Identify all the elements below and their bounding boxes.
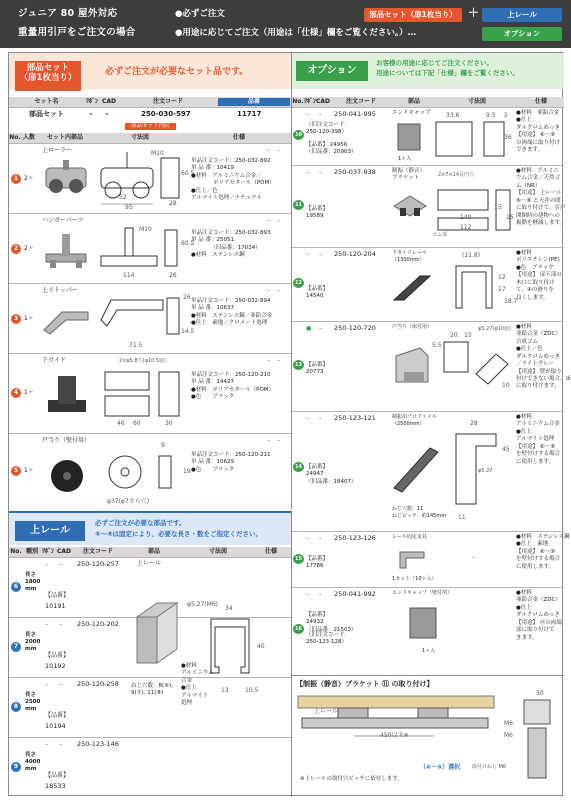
hinban-label: 【品番】 (45, 772, 70, 779)
item-length: 長さ 2500 mm (25, 692, 41, 712)
col-spec: 仕様 (264, 548, 277, 556)
bracket-image (390, 186, 430, 226)
item-hinban: 【品番】 24947 （旧品番：18407） (306, 464, 357, 485)
mark-cad: – (59, 741, 62, 748)
dim-holes: 2×φ5.8穴(φ10.5皿) (119, 358, 166, 364)
dim-26: 26 (169, 272, 177, 279)
dim-28: 28 (169, 200, 177, 207)
col-set-name: セット名 (34, 98, 59, 106)
dim-m10: M10 (139, 226, 152, 233)
item-name: ハンガーパーツ (42, 217, 84, 224)
item-hinban: 18533 (45, 782, 66, 790)
rail-image (133, 597, 181, 667)
mark-ribbon: – (306, 591, 309, 598)
dims-none: – (472, 554, 475, 561)
bracket-side-drawing (518, 698, 558, 788)
option-note: お客様の用途に応じてご注文ください。 用途については下記「仕様」欄をご覧ください。 (376, 59, 519, 77)
door-stop-image (47, 456, 87, 496)
item-hinban: 【品番】 19589 (306, 206, 329, 220)
item-number: 15 (293, 554, 304, 564)
mark-ribbon: – (267, 287, 270, 294)
mark-ribbon: ● (306, 325, 312, 332)
dim-phi37: φ37(φ7さら穴) (107, 498, 150, 505)
item-spec: ●材料 アルミニウム合金 ●仕上 アルマイト処理 【用途】 ⑥～⑨ を壁付けする場合 に使用します。 (516, 414, 561, 465)
item-name: 上ストッパー (42, 287, 78, 294)
option-item-11 (292, 165, 564, 247)
item-number: 11 (293, 200, 304, 210)
col-spec: 仕様 (232, 134, 245, 142)
dim-71-5: 71.5 (129, 342, 143, 349)
set-item-2 (9, 213, 291, 283)
dim-17: 17 (498, 286, 506, 293)
item-spec: ●材料 ステンレス鋼 ●仕上 素地 【用途】 ⑥～⑨ を壁付けする場合 に使用します。 (516, 534, 570, 570)
col-ribbon: ﾘﾎﾞﾝ (304, 98, 317, 106)
item-part-name: 制振用プロファイル （2500mm） (392, 414, 437, 427)
mark-ribbon: – (267, 217, 270, 224)
mark-cad: – (277, 147, 280, 154)
rail-note-1: 必ずご注文が必要な部品です。 (95, 519, 186, 527)
mark-ribbon: – (45, 681, 48, 688)
door-stop-drawing (105, 448, 185, 496)
item-number: 5 (11, 466, 21, 476)
mark-ribbon: – (267, 147, 270, 154)
mark-cad: – (277, 287, 280, 294)
dim-19: 19 (183, 468, 191, 475)
item-part-name: エンドキャップ（壁付用） (392, 590, 453, 596)
rail-tag: 上レール (15, 521, 85, 541)
dim-34: 34 (225, 605, 233, 612)
mark-cad: – (319, 325, 322, 332)
item-pack: 1セット（10ヶ入） (392, 576, 437, 582)
item-hinban: 【品番】 20773 (306, 362, 329, 376)
col-code: 注文コード (152, 98, 183, 106)
mark-ribbon: – (306, 415, 309, 422)
dim-slot: 2×7×14長円穴 (438, 172, 475, 178)
col-hinban: 品番 (218, 98, 290, 106)
item-code: 250-123-146 (77, 740, 119, 748)
set-name: 部品セット (29, 110, 64, 118)
dim-140: 140 (460, 214, 472, 221)
item-part-name: 制振（静音） ブラケット (392, 168, 426, 182)
col-ribbon: ﾘﾎﾞﾝ (85, 98, 98, 106)
col-no: No. (292, 98, 304, 106)
floor-stop-image (390, 342, 434, 392)
item-number: 12 (293, 278, 304, 288)
dim-m10: M10 (151, 150, 164, 157)
dim-11: 11 (458, 514, 466, 521)
col-dims: 寸法図 (208, 548, 227, 556)
item-code: 250-120-204 (334, 250, 376, 258)
option-button[interactable]: オプション (482, 27, 562, 41)
dim-15a: 15 (494, 204, 502, 211)
item-pack: 1ヶ入 (398, 156, 412, 162)
hanger-image (42, 230, 92, 270)
header-title-2: 重量用引戸をご注文の場合 (18, 27, 136, 38)
item-number: 16 (293, 624, 304, 634)
option-item-13 (292, 321, 571, 411)
option-item-15 (292, 531, 570, 587)
guide-drawing (97, 364, 189, 428)
dim-20: 20 (450, 332, 458, 339)
item-code: 250-041-995 (334, 110, 376, 118)
dim-15: 15 (464, 332, 472, 339)
mark-ribbon: – (45, 741, 48, 748)
col-kind: 種別 (25, 548, 38, 556)
parts-set-button[interactable]: 部品セット（扉1枚当り） (364, 8, 462, 22)
stopper-image (42, 300, 92, 340)
option-section (292, 53, 571, 675)
mark-cad: – (319, 251, 322, 258)
item-qty: 1ヶ (24, 467, 34, 474)
bracket-install-drawing (298, 692, 498, 762)
item-spec: ●材料 亜鉛合金（ZDC） ●仕上 ダルクロムめっき 【用途】 ⑭の両端 部に取り付けで きます。 (516, 590, 562, 641)
col-qty: 入数 (22, 134, 35, 142)
col-ribbon: ﾘﾎﾞﾝ (41, 548, 54, 556)
header-bullet-2: ●用途に応じてご注文（用途は「仕様」欄をご覧ください。）… (175, 28, 417, 38)
item-number: 7 (11, 642, 21, 652)
item-spec: ●材料 ポリエチレン(PE) ●色 ブラック 【用途】 扉下部の 木口に取り付け て、④の滑りを 良くします。 (516, 250, 562, 301)
item-code: 250-120-202 (77, 620, 119, 628)
item-length: 長さ 2000 mm (25, 632, 41, 652)
col-part: 部品 (407, 98, 420, 106)
set-item-4 (9, 353, 291, 433)
dim-12: 12 (498, 274, 506, 281)
parts-set-row[interactable] (9, 107, 291, 121)
rail-spec: ●材料 アルミニウム 合金 ●仕上 アルマイト 処理 (181, 663, 214, 707)
item-old-code: （旧注文コード： 250-123-128） (306, 632, 351, 646)
dim-95: 95 (125, 204, 133, 211)
dim-112: 112 (460, 224, 472, 231)
set-cad: – (105, 110, 109, 118)
item-part-name: 上レール (137, 560, 161, 567)
mark-cad: – (277, 217, 280, 224)
dim-10-5: 10.5 (245, 687, 259, 694)
mark-cad: – (319, 591, 322, 598)
hinban-label: 【品番】 (45, 592, 70, 599)
dim-13: 13 (221, 687, 229, 694)
item-part-name: エンドキャップ (392, 110, 431, 116)
item-number: 6 (11, 582, 21, 592)
item-part-name: レール固定金具 (392, 534, 427, 540)
item-code: 250-037-938 (334, 168, 376, 176)
item-qty: 1ヶ (24, 315, 34, 322)
item-name: 上ローラー (42, 147, 73, 154)
dim-15b: 15 (506, 214, 514, 221)
mark-cad: – (59, 621, 62, 628)
item-old-code: （旧注文コード： 250-120-398） (306, 122, 351, 136)
item-code: 250-123-121 (334, 414, 376, 422)
mark-cad: – (277, 437, 280, 444)
rail-hole-note: ねじ穴数：8(⑥), 9(⑦), 11(⑧) (131, 683, 173, 697)
hinban-label: 【品番】 (45, 652, 70, 659)
label-m6-a: M6 (504, 720, 513, 727)
col-cad: CAD (56, 548, 72, 556)
dim-114: 114 (123, 272, 135, 279)
end-cap-image (392, 120, 426, 154)
dim-11-8: (11.8) (462, 252, 481, 259)
item-spec: 単品注文コード：250-032-893 単 品 番：25051 （旧品番：17024） ●材料 ステンレス鋼 (191, 230, 271, 259)
dim-hole: φ5.27 (478, 468, 493, 474)
stopper-drawing (97, 290, 189, 346)
dim-18-7: 18.7 (504, 298, 518, 305)
label-m6-b: M6 (504, 732, 513, 739)
bracket-title: 【制振（静音）ブラケット ⑪ の取り付け】 (296, 680, 434, 688)
dim-30: 30 (165, 420, 173, 427)
item-hole-note: ねじ穴数：11 ねじピッチ：約145mm (392, 506, 447, 519)
dim-9-5: 9.5 (486, 112, 496, 119)
item-hinban: 【品番】 24932 （旧品番：21503） (306, 612, 357, 633)
item-spec: ●材料 アルミニ ウム合金／天然ゴ ム（NR） 【用途】 上レール ⑥～⑨ と天井の間 に取り付けて、引戸 開閉時の建物への 振動を軽減します。 (516, 168, 566, 226)
col-no: No. (9, 134, 21, 142)
rail-header (9, 547, 291, 557)
item-length: 長さ 1800 mm (25, 572, 41, 592)
label-30: 30 (536, 690, 544, 697)
label-upper-rail: 上レール (314, 708, 338, 715)
dim-36: 36 (504, 134, 512, 141)
label-screw: 取付けねじ M6 (472, 764, 507, 770)
item-qty: 2ヶ (24, 245, 34, 252)
guide-image (42, 370, 92, 424)
item-number: 1 (11, 174, 21, 184)
dim-hole: φ5.27(M6) (187, 601, 218, 608)
item-number: 8 (11, 702, 21, 712)
option-header (292, 97, 564, 107)
dim-60: 60 (133, 420, 141, 427)
dim-40: 40 (257, 643, 265, 650)
item-number: 4 (11, 388, 21, 398)
mark-ribbon: – (45, 561, 48, 568)
dim-26: 26 (183, 294, 191, 301)
item-hinban: 10191 (45, 602, 66, 610)
mark-cad: – (59, 561, 62, 568)
plus-sign: ＋ (468, 6, 479, 19)
dim-hole: φ5.27(φ10皿) (478, 326, 511, 332)
bracket-install-section (292, 675, 564, 797)
mark-cad: – (59, 681, 62, 688)
dim-5-5: 5.5 (432, 342, 442, 349)
parts-set-section (9, 53, 292, 509)
dim-33-6: 33.6 (446, 112, 460, 119)
fixing-bracket-image (396, 546, 430, 574)
set-code: 250-030-597 (141, 110, 191, 118)
dim-60-5: 60.5 (181, 240, 195, 247)
dim-28: 28 (470, 420, 478, 427)
parts-set-tag: 部品セット （扉1枚当り） (15, 61, 81, 91)
dim-45: 45 (502, 446, 510, 453)
dim-9: 9 (161, 442, 165, 449)
hinban-label: 【品番】 (45, 712, 70, 719)
item-code: 250-041-992 (334, 590, 376, 598)
item-hinban: 【品番】 24956 （旧品番：20903） (306, 142, 357, 156)
bracket-note: ※上レールの取付穴ピッチに依存します。 (300, 776, 403, 782)
item-code: 250-123-126 (334, 534, 376, 542)
item-spec: 単品注文コード：250-032-894 単 品 番：10637 ●材料 ステンレス鋼／亜鉛合金 ●仕上 素地／クロメート処理 (191, 298, 273, 327)
item-name: 戸当り（壁付用） (42, 437, 91, 444)
col-part: 部品 (147, 548, 160, 556)
col-cad: CAD (316, 98, 331, 106)
mark-ribbon: – (306, 111, 309, 118)
dim-60-5: 60.5 (181, 170, 195, 177)
item-code: 250-120-720 (334, 324, 376, 332)
mark-ribbon: – (267, 357, 270, 364)
item-hinban: 10192 (45, 662, 66, 670)
set-ribbon: – (89, 110, 93, 118)
item-name: 下ガイド (42, 357, 66, 364)
mark-ribbon: – (306, 251, 309, 258)
rail-note-2: ⑥～⑨は固定により、必要な長さ・数をご指定ください。 (95, 530, 263, 538)
roller-image (42, 158, 90, 198)
mark-cad: – (319, 535, 322, 542)
set-item-1 (9, 143, 291, 213)
lower-rail-image (390, 270, 434, 310)
item-number: 9 (11, 762, 21, 772)
parts-set-header (9, 97, 291, 107)
parts-set-subtitle: 必ずご注文が必要なセット品です。 (105, 67, 249, 77)
mark-ribbon: – (267, 437, 270, 444)
dim-46: 46 (117, 420, 125, 427)
rail-button[interactable]: 上レール (482, 8, 562, 22)
item-number: 13 (293, 360, 304, 370)
col-spec: 仕様 (534, 98, 547, 106)
item-spec: ●材料 亜鉛合金（ZDC） 合成ゴム ●仕上／色 ダルクロムめっき ／ライトグレー 【用途】 壁が取り 付けできない場合、床 に取り付けます。 (516, 324, 571, 390)
item-code: 250-120-258 (77, 680, 119, 688)
catalog-body (8, 52, 571, 796)
mark-cad: – (319, 415, 322, 422)
item-spec: ●材料 亜鉛合金 ●仕上 ダルクロムめっき 【用途】 ⑥～⑨ の両端に取り付け できます。 (516, 110, 561, 154)
item-number: 14 (293, 462, 304, 472)
item-number: 3 (11, 314, 21, 324)
wall-end-cap-image (404, 604, 444, 644)
item-part-name: 下ガイドレール （1300mm） (392, 250, 427, 263)
mark-ribbon: – (306, 535, 309, 542)
item-hinban: 【品番】 14540 (306, 286, 329, 300)
set-item-5 (9, 433, 291, 509)
rail-select-label: （⑥～⑨）選択 (420, 764, 461, 771)
mark-cad: – (319, 169, 322, 176)
item-spec: 単品注文コード：250-120-211 単 品 番：10629 ●色 ブラック (191, 452, 271, 473)
header-bullet-1: ●必ずご注文 (175, 9, 225, 19)
profile-image (390, 438, 442, 498)
rail-section (9, 511, 292, 797)
end-cap-drawing (432, 114, 512, 162)
item-part-name: 戸当り（床付用） (392, 324, 433, 330)
option-item-12 (292, 247, 564, 321)
item-hinban: 【品番】 17786 (306, 556, 329, 570)
dim-52: 52 (119, 194, 127, 201)
dim-2: 2 (504, 112, 508, 119)
inner-label: 部品セット内訳 (125, 123, 176, 130)
floor-stop-drawing (436, 334, 514, 400)
header-title-1: ジュニア 80 屋外対応 (18, 8, 118, 19)
dim-14-5: 14.5 (181, 328, 195, 335)
dim-10: 10 (502, 382, 510, 389)
inner-header (9, 133, 291, 143)
item-code: 250-120-257 (77, 560, 119, 568)
item-number: 10 (293, 130, 304, 140)
option-item-14 (292, 411, 564, 531)
item-spec: 単品注文コード：250-032-892 単 品 番：10419 ●材料 アルミニウム合金／ ポリアセタール（POM） ●仕上／色 アルマイト処理／ナチュラル (191, 158, 275, 202)
col-no: No. (10, 548, 22, 556)
option-item-16 (292, 587, 564, 675)
col-cad: CAD (101, 98, 117, 106)
item-number: 2 (11, 244, 21, 254)
option-item-10 (292, 107, 564, 165)
label-rubber: ゴム部 (432, 232, 448, 238)
mark-ribbon: – (45, 621, 48, 628)
col-code: 注文コード (345, 98, 376, 106)
set-hinban: 11717 (237, 110, 262, 118)
col-dims: 寸法図 (130, 134, 149, 142)
mark-cad: – (277, 357, 280, 364)
set-item-3 (9, 283, 291, 353)
col-dims: 寸法図 (467, 98, 486, 106)
label-pitch: 450以下※ (380, 732, 409, 739)
mark-ribbon: – (306, 169, 309, 176)
item-spec: 単品注文コード：250-120-210 単 品 番：14427 ●材料 ポリアセタール（POM） ●色 ブラック (191, 372, 275, 401)
item-pack: 1ヶ入 (422, 648, 436, 654)
header-bar (0, 0, 571, 48)
col-part: セット内部品 (46, 134, 83, 142)
item-hinban: 10194 (45, 722, 66, 730)
option-tag: オプション (296, 61, 368, 81)
rail-item-9 (9, 737, 291, 799)
mark-cad: – (319, 111, 322, 118)
item-qty: 1ヶ (24, 389, 34, 396)
item-length: 長さ 4000 mm (25, 752, 41, 772)
item-qty: 2ヶ (24, 175, 34, 182)
col-code: 注文コード (82, 548, 113, 556)
